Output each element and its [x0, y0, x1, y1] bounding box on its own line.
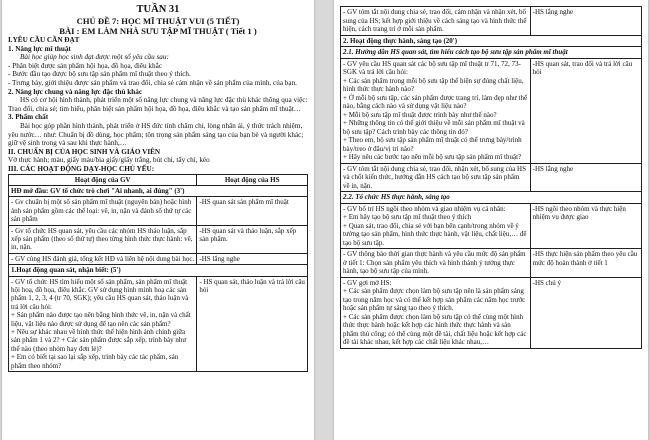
bullet-item: - Trưng bày, giới thiệu được sản phẩm và trao đổi, chia sẻ cảm nhận về sản phẩm của mình, của bạn.: [8, 78, 297, 87]
table-cell: -HS lắng nghe: [530, 7, 641, 36]
column-header: Hoạt động của HS: [197, 174, 308, 185]
activities-table-continued: [340, 6, 642, 349]
section-heading: III. CÁC HOẠT ĐỘNG DẠY-HỌC CHỦ YẾU:: [8, 164, 155, 173]
table-section-row: 2.1. Hướng dẫn HS quan sát, tìm hiểu cách tạo bộ sưu tập sản phẩm mĩ thuật: [341, 47, 642, 59]
paragraph: Bài học góp phần hình thành, phát triển ở HS đức tính chăm chỉ, lòng nhân ái, ý thức trách nhiệm, yêu nước… như: Chuẩn bị đồ dùng, học phẩm; tôn trọng sản phẩm sáng tạo của bạn bè và người khác; giữ vệ sinh trong và sau khi thực hành,…: [8, 121, 304, 148]
column-header: Hoạt động của GV: [9, 174, 197, 185]
table-cell: [341, 58, 531, 163]
paragraph: HS có cơ hội hình thành, phát triển một số năng lực chung và năng lực đặc thù khác thông qua việc: Trao đổi, chia sẻ; tìm hiểu, phân biệt sản phẩm hội họa, đồ họa, điêu khắc và tạo sản phẩm mĩ thuật…: [8, 96, 308, 113]
paragraph: Vở thực hành; màu, giấy màu/bìa giấy/giấy trắng, bút chì, tẩy chì, kéo: [8, 156, 210, 165]
lesson-title: BÀI : EM LÀM NHÀ SƯU TẬP MĨ THUẬT ( Tiết 1 ): [59, 26, 257, 36]
table-row: [341, 203, 642, 249]
table-row: [9, 197, 308, 225]
table-section-row: HĐ mở đầu: GV tổ chức trò chơi "Ai nhanh, ai đúng" (3'): [9, 185, 308, 196]
table-section-row: 2.2. Tổ chức HS thực hành, sáng tạo: [341, 192, 642, 204]
table-row: [341, 277, 642, 348]
cell-line: + Hãy nêu các bước tạo nên mỗi bộ sưu tập sản phẩm mĩ thuật?: [343, 153, 522, 161]
cell-line: - GV tổ chức HS tìm hiểu một số sản phẩm, sản phẩm mĩ thuật hội hoạ, đồ họa, điêu khắc. GV sử dụng hình minh hoạ các sản phẩm 1, 2, 3, 4 (tr 70, SGK); yêu cầu HS quan sát, thảo luận và trả lời câu hỏi:: [11, 277, 189, 311]
cell-line: + Quan sát, trao đổi, chia sẻ với bạn bên cạnh/trong nhóm về ý tưởng tạo sản phẩm, hình thức thực hành, vật liệu, chất liệu,… để tạo bộ sưu tập.: [343, 221, 527, 247]
table-row: [341, 163, 642, 192]
table-row: [341, 7, 642, 36]
cell-line: - GV bố trí HS ngồi theo nhóm và giao nhiệm vụ cá nhân:: [343, 204, 506, 213]
table-cell: -HS quan sát, trao đổi và trả lời câu hỏi: [530, 58, 641, 163]
cell-line: + Các sản phẩm được chọn làm bộ sưu tập nên là sản phẩm sáng tạo trong năm học và có thể kết hợp sản phẩm các năm học trước hoặc sản phẩm tự sáng tạo theo ý thích.: [343, 287, 526, 312]
subsection-heading: 2. Năng lực chung và năng lực đặc thù khác: [8, 87, 143, 96]
table-cell: -HS quan sát sản phẩm mĩ thuật: [197, 197, 308, 225]
table-cell: -HS lắng nghe: [530, 163, 641, 192]
table-row: [9, 225, 308, 253]
table-cell: [341, 203, 531, 249]
table-cell: [9, 276, 197, 371]
table-row: [9, 276, 308, 371]
table-cell: -HS chú ý: [530, 277, 641, 348]
cell-line: - GV gợi mở HS:: [343, 278, 392, 287]
section-heading: II. CHUẨN BỊ CỦA HỌC SINH VÀ GIÁO VIÊN: [8, 147, 161, 156]
week-title: TUẦN 31: [136, 4, 180, 15]
subsection-heading: 3. Phẩm chất: [8, 113, 49, 122]
cell-line: + Theo em, bộ sưu tập sản phẩm mĩ thuật có thể trưng bày/trình bày/treo ở đâu/vị trí nào?: [343, 136, 522, 153]
table-section-row: 1.Hoạt động quan sát, nhận biết: (5'): [9, 265, 308, 276]
table-cell: [341, 277, 531, 348]
cell-line: + Em có biết tại sao lại sắp xếp, trình bày các tác phẩm, sản phẩm theo nhóm?: [11, 353, 179, 370]
activities-table: [8, 174, 308, 373]
cell-line: + Các sản phẩm được chọn làm bộ sưu tập có thể cùng một hình thức thực hành hoặc kết hợp các hình thức thực hành và sản phẩm thủ công; có thể cùng một đề tài, chất liệu hoặc kết hợp các đề tài khác nhau, kết hợp các chất liệu khác nhau,…: [343, 312, 527, 346]
table-cell: -HS ngồi theo nhóm và thực hiện nhiệm vụ được giao: [530, 203, 641, 249]
bullet-item: - Bước đầu tạo được bộ sưu tập sản phẩm mĩ thuật theo ý thích.: [8, 70, 191, 79]
table-cell: - GV cùng HS đánh giá, tổng kết HĐ và liên hệ nội dung bài học.: [9, 253, 197, 264]
cell-line: + Em hãy tạo bộ sưu tập mĩ thuật theo ý thích: [343, 213, 472, 221]
table-section-row: 2. Hoạt động thực hành, sáng tạo (20'): [341, 35, 642, 47]
document-page-left: [2, 0, 314, 440]
table-cell: - Gv chuẩn bị một số sản phẩm mĩ thuật (nguyên bản) hoặc hình ảnh sản phẩm gồm các thể loại: vẽ, in, nặn và đánh số thứ tự các sản phẩm: [9, 197, 197, 225]
table-cell: - HS quan sát, thảo luận và trả lời câu hỏi: [197, 276, 308, 371]
paragraph: Bài học giúp học sinh đạt được một số yêu cầu sau:: [20, 53, 169, 62]
cell-line: + Những thông tin có thể giới thiệu về mỗi sản phẩm mĩ thuật và bộ sưu tập? Cách trình bày các thông tin đó?: [343, 119, 525, 136]
subsection-heading: 1. Năng lực mĩ thuật: [8, 44, 71, 53]
table-row: [341, 249, 642, 278]
table-cell: - GV tóm tắt nội dung chia sẻ, trao đổi, nhận xét, bổ sung của HS và chốt kiến thức, hướng dẫn HS cách tạo bộ sưu tập sản phẩm về in, nặn.: [341, 163, 531, 192]
cell-line: + Sản phẩm nào được tạo nên bằng hình thức vẽ, in, nặn và chất liệu, vật liệu nào được sử dụng để tạo nên các sản phẩm?: [11, 311, 191, 328]
table-cell: - Gv tổ chức HS quan sát, yêu cầu các nhóm HS thảo luận, sắp xếp sản phẩm (theo số thứ tự) theo từng hình thức thực hành: vẽ, in, nặn.: [9, 225, 197, 253]
table-cell: -HS lắng nghe: [197, 253, 308, 264]
table-row: [341, 58, 642, 163]
cell-line: + Ở mỗi bộ sưu tập, các sản phẩm được trang trí, làm đẹp như thế nào, bằng cách nào và sử dụng vật liệu nào?: [343, 93, 528, 110]
cell-line: - GV yêu cầu HS quan sát các bộ sưu tập mĩ thuật tr 71, 72, 73-SGK và trả lời câu hỏi:: [343, 59, 521, 76]
cell-line: + Các sản phẩm trong mỗi bộ sưu tập thể hiện sự đúng chất liệu, hình thức thực hành nào?: [343, 76, 524, 93]
topic-title: CHỦ ĐỀ 7: HỌC MĨ THUẬT VUI (5 TIẾT): [76, 16, 240, 26]
cell-line: + Nêu sự khác nhau về hình thức thể hiện hình ảnh chính giữa sản phẩm 1 và 2? + Các sản phẩm được sắp xếp, trình bày như thế nào (theo nhóm hay đơn lẻ)?: [11, 328, 187, 353]
document-page-right: [334, 0, 648, 440]
table-cell: - GV tóm tắt nội dung chia sẻ, trao đổi, cảm nhận và nhận xét, bổ sung của HS; kết hợp giới thiệu về cách sáng tạo và hình thức thể hiện, cách trang trí ở mỗi sản phẩm.: [341, 7, 531, 36]
bullet-item: - Phân biệt được sản phẩm hội họa, đồ họa, điêu khắc: [8, 61, 163, 70]
table-cell: - GV thông báo thời gian thực hành và yêu cầu mức độ sản phẩm ở tiết 1: Chọn sản phẩm yêu thích và hình thành ý tưởng thực hành, tạo bộ sưu tập của mình.: [341, 249, 531, 278]
table-cell: -HS thực hiện sản phẩm theo yêu cầu mức độ hoàn thành ở tiết 1: [530, 249, 641, 278]
cell-line: + Mỗi bộ sưu tập mĩ thuật được trình bày như thế nào?: [343, 110, 497, 119]
section-heading: I.YÊU CẦU CẦN ĐẠT: [8, 36, 80, 44]
table-row: [9, 253, 308, 264]
table-cell: -HS quan sát và thảo luận, sắp xếp sản phẩm.: [197, 225, 308, 253]
